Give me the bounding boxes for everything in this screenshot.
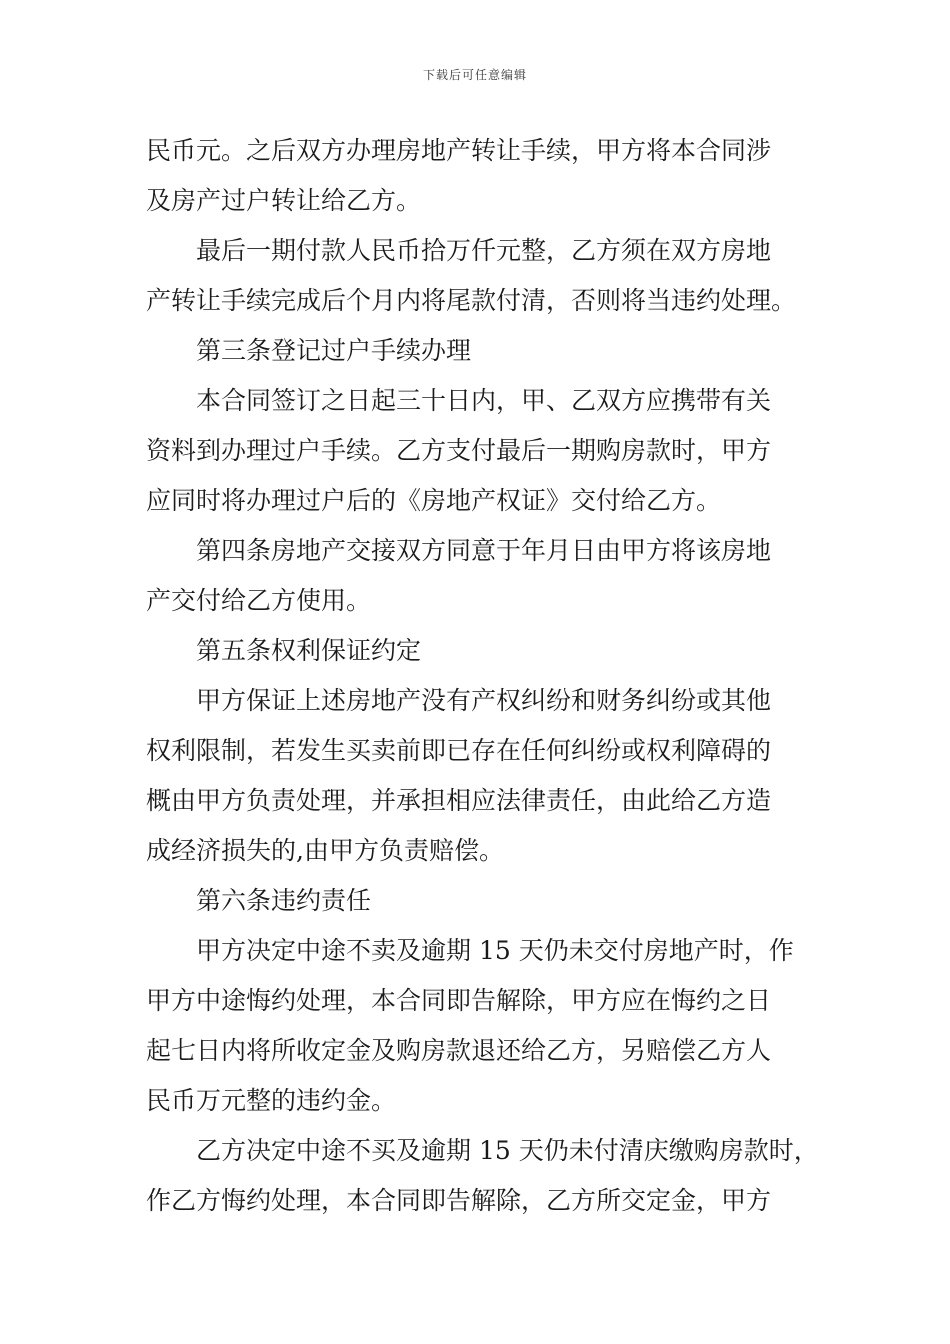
body-line: 民币万元整的违约金。 <box>146 1086 397 1115</box>
body-line: 最后一期付款人民币拾万仟元整，乙方须在双方房地 <box>196 236 772 265</box>
body-line: 乙方决定中途不买及逾期 15 天仍未付清庆缴购房款时， <box>196 1136 819 1165</box>
body-line: 甲方决定中途不卖及逾期 15 天仍未交付房地产时，作 <box>196 936 794 965</box>
body-line: 应同时将办理过户后的《房地产权证》交付给乙方。 <box>146 486 722 515</box>
body-line: 起七日内将所收定金及购房款退还给乙方，另赔偿乙方人 <box>146 1036 772 1065</box>
section-heading: 第三条登记过户手续办理 <box>196 336 472 365</box>
body-line: 甲方保证上述房地产没有产权纠纷和财务纠纷或其他 <box>196 686 772 715</box>
body-line: 民币元。之后双方办理房地产转让手续，甲方将本合同涉 <box>146 136 772 165</box>
page-header-note: 下载后可任意编辑 <box>422 68 527 82</box>
section-heading: 第五条权利保证约定 <box>196 636 422 665</box>
body-line: 甲方中途悔约处理，本合同即告解除，甲方应在悔约之日 <box>146 986 772 1015</box>
body-line: 产转让手续完成后个月内将尾款付清，否则将当违约处理。 <box>146 286 797 315</box>
document-body <box>146 126 819 1226</box>
body-line: 产交付给乙方使用。 <box>146 586 372 615</box>
body-line: 权利限制，若发生买卖前即已存在任何纠纷或权利障碍的 <box>146 736 772 765</box>
body-line: 及房产过户转让给乙方。 <box>146 186 422 215</box>
body-line: 第四条房地产交接双方同意于年月日由甲方将该房地 <box>196 536 772 565</box>
body-line: 资料到办理过户手续。乙方支付最后一期购房款时，甲方 <box>146 436 772 465</box>
body-line: 本合同签订之日起三十日内，甲、乙双方应携带有关 <box>196 386 772 415</box>
body-line: 作乙方悔约处理，本合同即告解除，乙方所交定金，甲方 <box>146 1186 772 1215</box>
section-heading: 第六条违约责任 <box>196 886 372 915</box>
body-line: 成经济损失的,由甲方负责赔偿。 <box>146 836 504 865</box>
body-line: 概由甲方负责处理，并承担相应法律责任，由此给乙方造 <box>146 786 772 815</box>
